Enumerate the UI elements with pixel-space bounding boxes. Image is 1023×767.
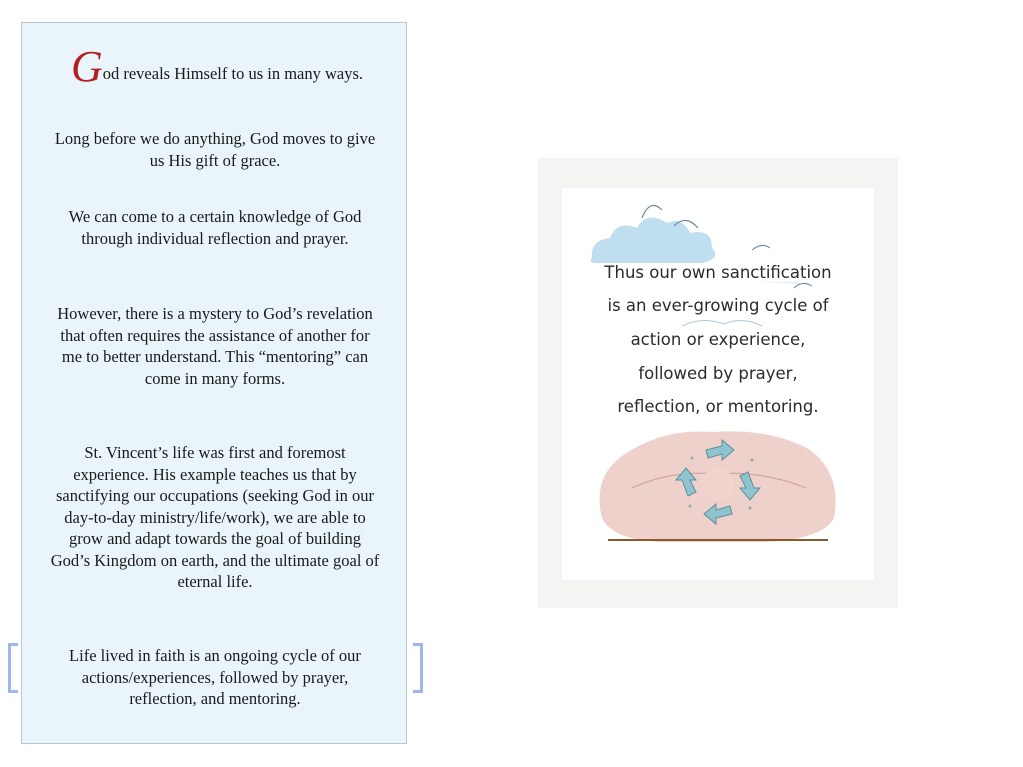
opening-line	[42, 42, 392, 91]
paragraph-grace: Long before we do anything, God moves to give us His gift of grace.	[54, 129, 376, 170]
paragraph-knowledge: We can come to a certain knowledge of God through individual reflection and prayer.	[68, 207, 362, 248]
caption-line-5: reflection, or mentoring.	[562, 397, 874, 416]
caption-line-3: action or experience,	[562, 330, 874, 349]
sanctification-illustration	[538, 158, 898, 608]
reflection-text-panel	[21, 22, 407, 744]
paragraph-mystery: However, there is a mystery to God’s revelation that often requires the assistance of another for me to better understand. This “mentoring” can come in many forms.	[57, 304, 373, 388]
left-bracket-decoration	[8, 643, 18, 693]
drop-cap-letter: G	[70, 42, 103, 91]
illustration-artwork	[562, 188, 874, 580]
caption-line-4: followed by prayer,	[562, 364, 874, 383]
paragraph-st-vincent: St. Vincent’s life was first and foremost experience. His example teaches us that by sanctifying our occupations (seeking God in our day-to-day ministry/life/work), we are able to grow and adapt towards the goal of building God’s Kingdom on earth, and the ultimate goal of eternal life.	[50, 443, 380, 591]
paragraph-cycle: Life lived in faith is an ongoing cycle of our actions/experiences, followed by prayer, reflection, and mentoring.	[69, 646, 361, 708]
caption-line-2: is an ever-growing cycle of	[562, 296, 874, 315]
illustration-card	[562, 188, 874, 580]
caption-line-1: Thus our own sanctification	[562, 263, 874, 282]
right-bracket-decoration	[413, 643, 423, 693]
opening-line-text: od reveals Himself to us in many ways.	[102, 64, 364, 83]
